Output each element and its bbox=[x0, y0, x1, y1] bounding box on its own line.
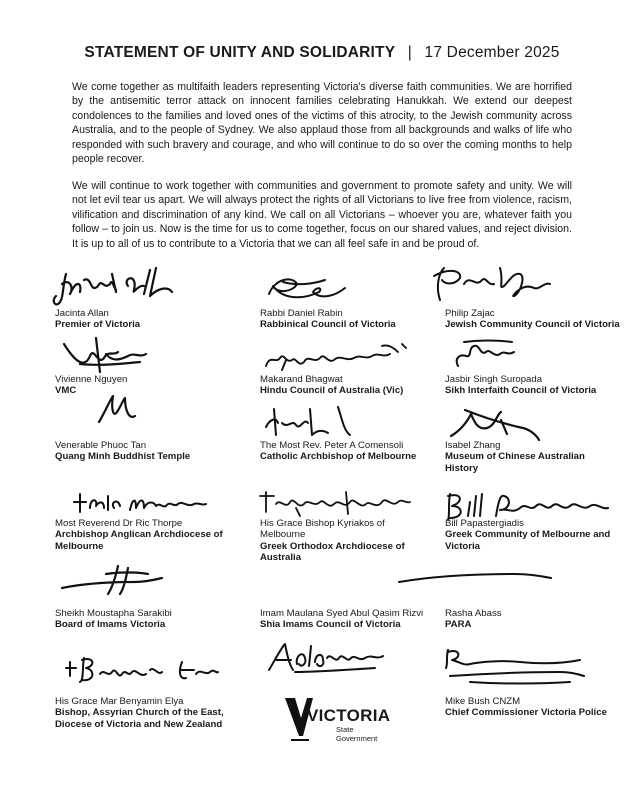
signature-daniel-rabin bbox=[263, 272, 353, 306]
signer-3-org: Jewish Community Council of Victoria bbox=[445, 319, 620, 331]
signature-benyamin-elya bbox=[62, 654, 222, 688]
logo-subtitle-line1: State bbox=[336, 725, 354, 734]
signer-14-org: Shia Imams Council of Victoria bbox=[260, 619, 401, 631]
signer-3 bbox=[445, 308, 620, 331]
signature-phuoc-tan bbox=[95, 392, 140, 426]
signer-17-name: Mike Bush CNZM bbox=[445, 696, 521, 707]
signer-14 bbox=[260, 608, 430, 631]
signer-9-org: Museum of Chinese Australian History bbox=[445, 451, 585, 474]
signer-11-org: Greek Orthodox Archdiocese of Australia bbox=[260, 540, 405, 564]
signature-moustapha-sarakibi bbox=[58, 562, 168, 598]
signer-6-org: Sikh Interfaith Council of Victoria bbox=[445, 385, 597, 397]
signer-8-name: The Most Rev. Peter A Comensoli bbox=[260, 440, 404, 451]
signer-2-name: Rabbi Daniel Rabin bbox=[260, 308, 343, 319]
signer-16-org: Bishop, Assyrian Church of the East, Diocese of Victoria and New Zealand bbox=[55, 707, 224, 730]
signer-17 bbox=[445, 696, 620, 719]
signer-15-name: Rasha Abass bbox=[445, 608, 502, 619]
signer-10-org: Archbishop Anglican Archdiocese of Melbourne bbox=[55, 529, 223, 552]
paragraph-commitment: We will continue to work together with communities and government to promote safety and unity. We will not let evil tear us apart. We will always protect the rights of all Victorians to live free from violence, racism, vilification and discrimination of any kind. We call on all Victorians – whoever you are, whatever faith you follow – to join us. Now is the time for us to come together, focus on our shared values, and reject division. It is up to all of us to contribute to a Victoria that we can all feel safe in and be proud of. bbox=[72, 180, 572, 250]
signer-12 bbox=[445, 518, 620, 552]
signer-7 bbox=[55, 440, 240, 463]
signer-7-name: Venerable Phuoc Tan bbox=[55, 440, 147, 451]
signer-12-org: Greek Community of Melbourne and Victoria bbox=[445, 529, 611, 552]
paragraph-condolences: We come together as multifaith leaders representing Victoria's diverse faith communities. We are horrified by the antisemitic terror attack on innocent families celebrating Hanukkah. We extend our deepest condolences to the families and loved ones of the victims of this atrocity, to the Jewish community across Australia, and to the people of Sydney. We also applaud those from all backgrounds and walks of life who responded with such bravery and courage, and who will continue to do so over the coming months to help people recover. bbox=[72, 81, 572, 166]
signature-jasbir-suropada bbox=[450, 336, 520, 372]
title-separator: | bbox=[407, 44, 413, 61]
statement-date: 17 December 2025 bbox=[424, 44, 560, 61]
signer-7-org: Quang Minh Buddhist Temple bbox=[55, 451, 191, 463]
signer-2-org: Rabbinical Council of Victoria bbox=[260, 319, 396, 331]
signature-isabel-zhang bbox=[445, 400, 545, 444]
statement-title: STATEMENT OF UNITY AND SOLIDARITY bbox=[84, 44, 396, 61]
signer-13 bbox=[55, 608, 240, 631]
signer-5-org: Hindu Council of Australia (Vic) bbox=[260, 385, 404, 397]
signature-abul-qasim bbox=[265, 640, 390, 676]
signer-3-name: Philip Zajac bbox=[445, 308, 495, 319]
signer-5-name: Makarand Bhagwat bbox=[260, 374, 343, 385]
signer-9 bbox=[445, 440, 620, 474]
signer-8 bbox=[260, 440, 430, 463]
signer-2 bbox=[260, 308, 430, 331]
signer-13-name: Sheikh Moustapha Sarakibi bbox=[55, 608, 172, 619]
signer-9-name: Isabel Zhang bbox=[445, 440, 501, 451]
signer-13-org: Board of Imams Victoria bbox=[55, 619, 166, 631]
signer-4-org: VMC bbox=[55, 385, 77, 397]
signer-11 bbox=[260, 518, 430, 564]
signer-6-name: Jasbir Singh Suropada bbox=[445, 374, 543, 385]
signature-peter-comensoli bbox=[262, 405, 357, 445]
signature-rasha-abass bbox=[395, 568, 555, 588]
signature-bishop-kyriakos bbox=[256, 488, 416, 518]
signer-5 bbox=[260, 374, 430, 397]
signer-17-org: Chief Commissioner Victoria Police bbox=[445, 707, 607, 719]
signature-mike-bush bbox=[440, 642, 590, 690]
victoria-state-government-logo bbox=[283, 696, 393, 746]
logo-wordmark: VICTORIA bbox=[307, 706, 391, 725]
signer-10-name: Most Reverend Dr Ric Thorpe bbox=[55, 518, 183, 529]
signer-6 bbox=[445, 374, 620, 397]
signature-vivienne-nguyen bbox=[60, 336, 150, 378]
signature-philip-zajac bbox=[430, 264, 560, 304]
signer-15 bbox=[445, 608, 620, 631]
logo-subtitle bbox=[336, 726, 377, 743]
signer-4-name: Vivienne Nguyen bbox=[55, 374, 128, 385]
signer-11-name: His Grace Bishop Kyriakos of Melbourne bbox=[260, 518, 385, 541]
signer-1 bbox=[55, 308, 240, 331]
signature-jacinta-allan bbox=[52, 266, 187, 308]
signature-makarand-bhagwat bbox=[262, 340, 412, 376]
logo-subtitle-line2: Government bbox=[336, 733, 378, 743]
signer-10 bbox=[55, 518, 240, 552]
signer-4 bbox=[55, 374, 240, 397]
signer-16-name: His Grace Mar Benyamin Elya bbox=[55, 696, 184, 707]
signature-ric-thorpe bbox=[70, 488, 210, 518]
signer-12-name: Bill Papastergiadis bbox=[445, 518, 524, 529]
signer-16 bbox=[55, 696, 240, 730]
signer-8-org: Catholic Archbishop of Melbourne bbox=[260, 451, 417, 463]
signer-1-name: Jacinta Allan bbox=[55, 308, 109, 319]
signer-14-name: Imam Maulana Syed Abul Qasim Rizvi bbox=[260, 608, 424, 619]
statement-heading bbox=[0, 44, 644, 62]
signer-15-org: PARA bbox=[445, 619, 472, 631]
signer-1-org: Premier of Victoria bbox=[55, 319, 141, 331]
